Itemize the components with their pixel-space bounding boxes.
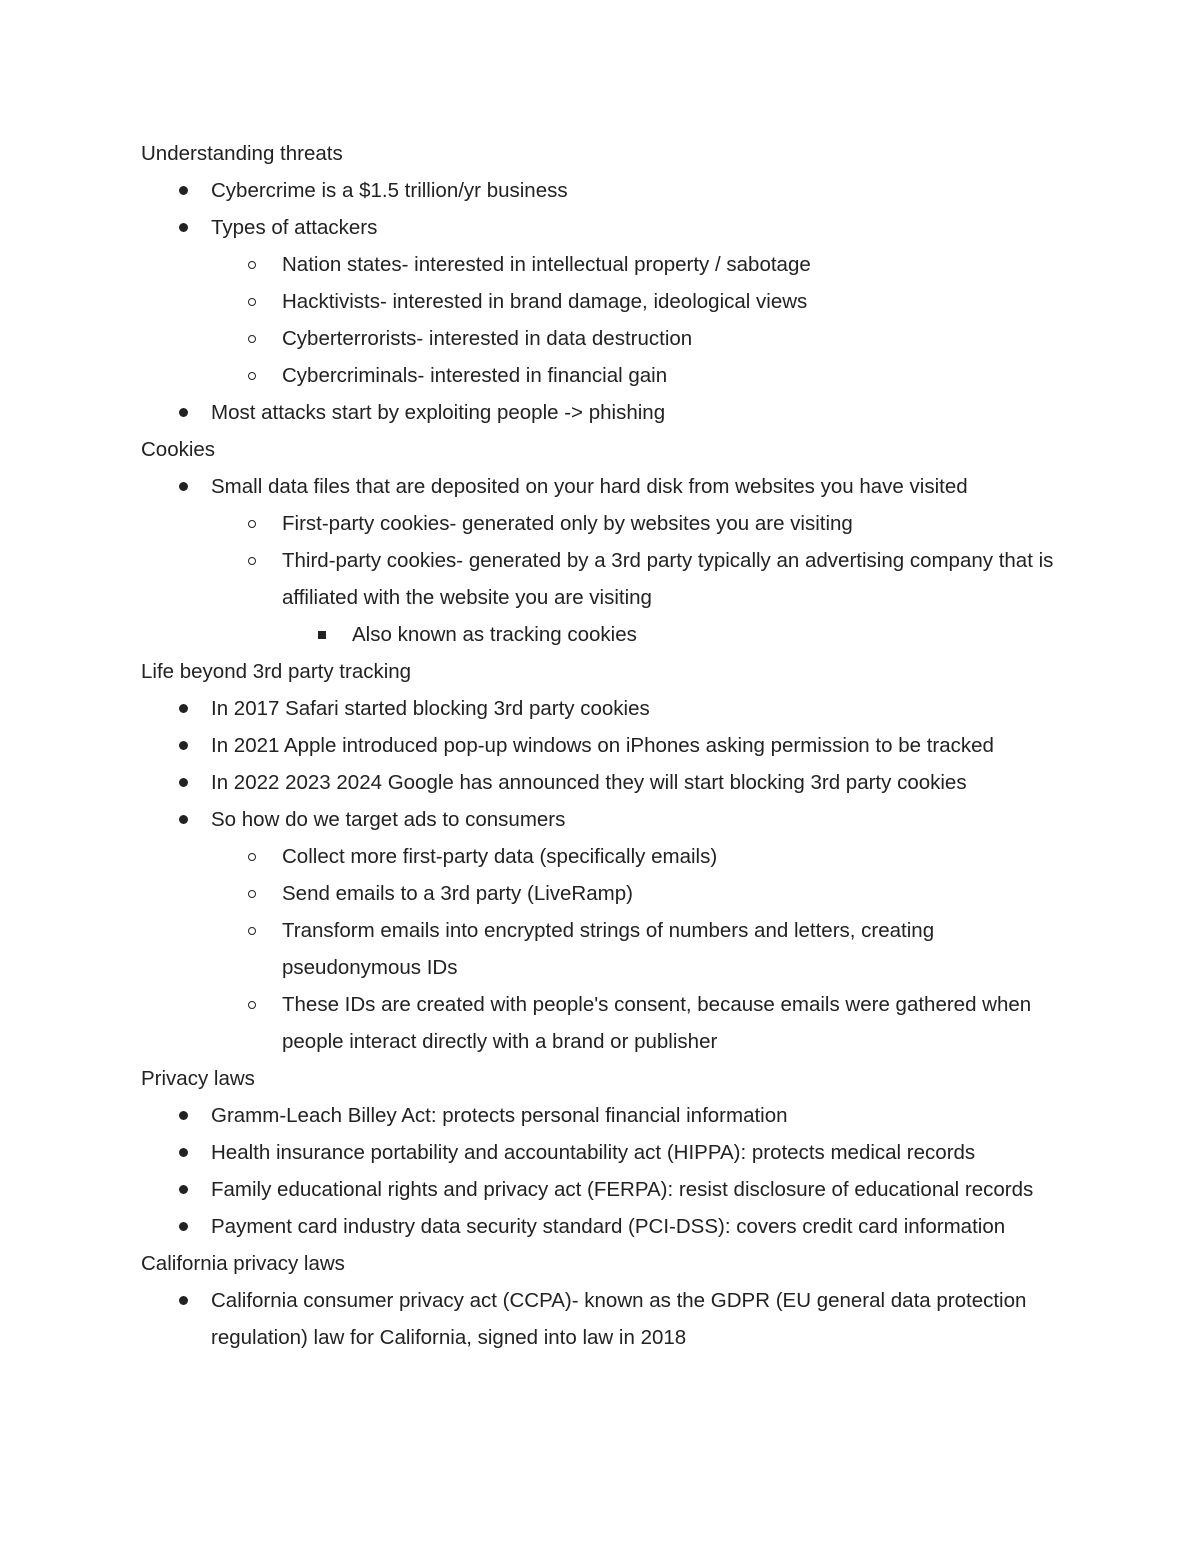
- disc-bullet-icon: [179, 1097, 188, 1134]
- document-body: [141, 135, 1071, 1356]
- sub-list-item-text: Transform emails into encrypted strings of numbers and letters, creating pseudonymous IDs: [282, 919, 935, 979]
- list-item: [141, 801, 1071, 838]
- sub-list-item-text: Nation states- interested in intellectual property / sabotage: [282, 253, 811, 276]
- disc-bullet-icon: [179, 1134, 188, 1171]
- sub-list-item: [141, 246, 1071, 283]
- disc-bullet-icon: [179, 394, 188, 431]
- list-item: [141, 209, 1071, 246]
- list-item-text: Payment card industry data security standard (PCI-DSS): covers credit card information: [211, 1215, 1006, 1238]
- sub-list-item: [141, 986, 1071, 1060]
- section-california-privacy-laws: [141, 1245, 1071, 1356]
- list-item-text: In 2021 Apple introduced pop-up windows on iPhones asking permission to be tracked: [211, 734, 994, 757]
- bullet-list: [141, 1097, 1071, 1245]
- list-item: [141, 1282, 1071, 1356]
- sub-list-item-text: Cybercriminals- interested in financial gain: [282, 364, 668, 387]
- list-item-text: Small data files that are deposited on your hard disk from websites you have visited: [211, 475, 968, 498]
- section-heading: Understanding threats: [141, 142, 343, 165]
- sub-list-item-text: Cyberterrorists- interested in data destruction: [282, 327, 693, 350]
- disc-bullet-icon: [179, 172, 188, 209]
- disc-bullet-icon: [179, 690, 188, 727]
- list-item-text: In 2022 2023 2024 Google has announced they will start blocking 3rd party cookies: [211, 771, 967, 794]
- sub-list-item: [141, 283, 1071, 320]
- disc-bullet-icon: [179, 209, 188, 246]
- sub-list-item: [141, 542, 1071, 616]
- disc-bullet-icon: [179, 1171, 188, 1208]
- disc-bullet-icon: [179, 801, 188, 838]
- list-item-text: So how do we target ads to consumers: [211, 808, 566, 831]
- list-item-text: Cybercrime is a $1.5 trillion/yr business: [211, 179, 568, 202]
- sub-list-item: [141, 505, 1071, 542]
- circle-bullet-icon: [248, 320, 256, 357]
- bullet-list: [141, 1282, 1071, 1356]
- sub-list-item-text: Collect more first-party data (specifically emails): [282, 845, 718, 868]
- sub-list-item-text: Hacktivists- interested in brand damage, ideological views: [282, 290, 808, 313]
- section-life-beyond-tracking: [141, 653, 1071, 1060]
- sub-list-item-text: These IDs are created with people's consent, because emails were gathered when people interact directly with a brand or publisher: [282, 993, 1032, 1053]
- circle-bullet-icon: [248, 986, 256, 1023]
- bullet-list: [141, 468, 1071, 653]
- disc-bullet-icon: [179, 727, 188, 764]
- list-item: [141, 727, 1071, 764]
- sub-list-item: [141, 357, 1071, 394]
- circle-bullet-icon: [248, 912, 256, 949]
- list-item-text: Types of attackers: [211, 216, 378, 239]
- sub-list-item-text: Send emails to a 3rd party (LiveRamp): [282, 882, 633, 905]
- list-item-text: Most attacks start by exploiting people -> phishing: [211, 401, 666, 424]
- bullet-list: [141, 172, 1071, 431]
- disc-bullet-icon: [179, 1208, 188, 1245]
- list-item-text: Gramm-Leach Billey Act: protects personal financial information: [211, 1104, 788, 1127]
- sub-sub-list-item-text: Also known as tracking cookies: [352, 623, 637, 646]
- list-item-text: California consumer privacy act (CCPA)- known as the GDPR (EU general data protection regulation) law for California, signed into law in 2018: [211, 1289, 1027, 1349]
- circle-bullet-icon: [248, 542, 256, 579]
- sub-list-item-text: First-party cookies- generated only by websites you are visiting: [282, 512, 853, 535]
- list-item: [141, 1097, 1071, 1134]
- circle-bullet-icon: [248, 838, 256, 875]
- list-item: [141, 1134, 1071, 1171]
- circle-bullet-icon: [248, 875, 256, 912]
- list-item: [141, 764, 1071, 801]
- circle-bullet-icon: [248, 357, 256, 394]
- section-privacy-laws: [141, 1060, 1071, 1245]
- section-understanding-threats: [141, 135, 1071, 431]
- square-bullet-icon: [318, 616, 326, 653]
- section-heading: Cookies: [141, 438, 216, 461]
- list-item: [141, 690, 1071, 727]
- section-heading: California privacy laws: [141, 1252, 345, 1275]
- disc-bullet-icon: [179, 764, 188, 801]
- section-heading: Privacy laws: [141, 1067, 255, 1090]
- list-item-text: Health insurance portability and accountability act (HIPPA): protects medical records: [211, 1141, 976, 1164]
- list-item: [141, 1208, 1071, 1245]
- list-item: [141, 468, 1071, 505]
- list-item-text: In 2017 Safari started blocking 3rd party cookies: [211, 697, 650, 720]
- section-cookies: [141, 431, 1071, 653]
- section-heading: Life beyond 3rd party tracking: [141, 660, 412, 683]
- sub-list-item: [141, 320, 1071, 357]
- bullet-list: [141, 690, 1071, 1060]
- sub-list-item-text: Third-party cookies- generated by a 3rd party typically an advertising company that is affiliated with the website you are visiting: [282, 549, 1054, 609]
- circle-bullet-icon: [248, 246, 256, 283]
- circle-bullet-icon: [248, 283, 256, 320]
- list-item: [141, 394, 1071, 431]
- disc-bullet-icon: [179, 1282, 188, 1319]
- list-item: [141, 1171, 1071, 1208]
- list-item: [141, 172, 1071, 209]
- disc-bullet-icon: [179, 468, 188, 505]
- list-item-text: Family educational rights and privacy act (FERPA): resist disclosure of educational records: [211, 1178, 1034, 1201]
- sub-sub-list-item: [141, 616, 1071, 653]
- sub-list-item: [141, 838, 1071, 875]
- sub-list-item: [141, 912, 1071, 986]
- sub-list-item: [141, 875, 1071, 912]
- circle-bullet-icon: [248, 505, 256, 542]
